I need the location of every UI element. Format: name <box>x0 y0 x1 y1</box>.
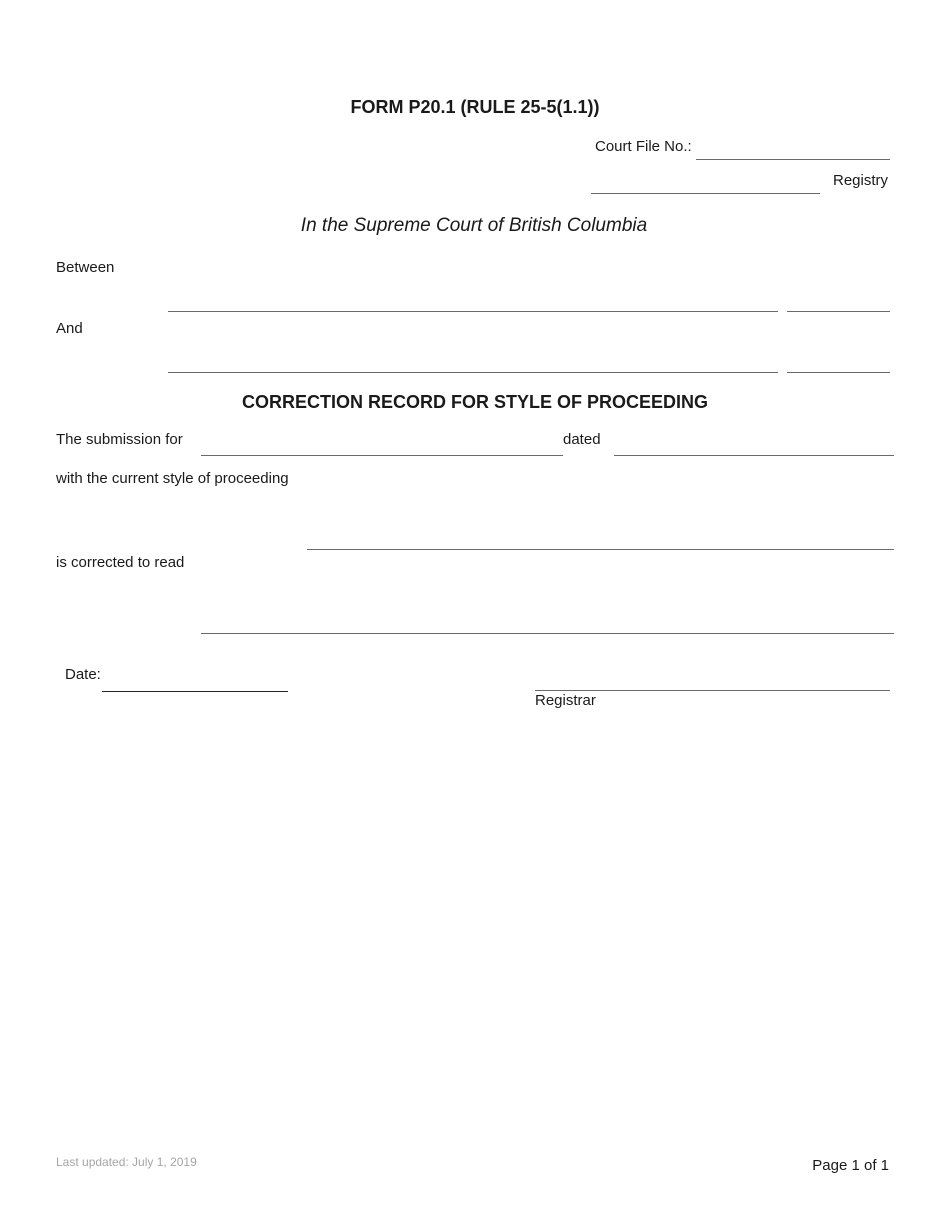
form-title: FORM P20.1 (RULE 25-5(1.1)) <box>350 97 600 117</box>
dated-label: dated <box>563 431 601 448</box>
party2-name-underline <box>168 372 778 373</box>
registry-input[interactable] <box>591 172 820 190</box>
court-file-underline <box>696 159 890 160</box>
party1-role-input[interactable] <box>787 291 890 309</box>
court-name: In the Supreme Court of British Columbia <box>300 215 648 236</box>
registrar-signature-line <box>535 690 890 691</box>
registry-label: Registry <box>833 172 889 189</box>
last-updated: Last updated: July 1, 2019 <box>56 1155 197 1169</box>
registrar-label: Registrar <box>535 692 596 709</box>
party2-role-input[interactable] <box>787 352 890 370</box>
submission-underline <box>201 455 563 456</box>
page-number: Page 1 of 1 <box>812 1157 889 1174</box>
registry-underline <box>591 193 820 194</box>
party1-name-underline <box>168 311 778 312</box>
court-file-input[interactable] <box>696 138 890 156</box>
corrected-label: is corrected to read <box>56 554 185 571</box>
corrected-input[interactable] <box>201 612 894 630</box>
current-style-underline <box>307 549 894 550</box>
and-label: And <box>56 320 83 337</box>
dated-underline <box>614 455 894 456</box>
between-label: Between <box>56 259 115 276</box>
submission-input[interactable] <box>201 434 563 452</box>
party1-name-input[interactable] <box>168 291 778 309</box>
corrected-underline <box>201 633 894 634</box>
date-label: Date: <box>65 666 101 683</box>
date-input[interactable] <box>102 671 288 689</box>
party1-role-underline <box>787 311 890 312</box>
party2-role-underline <box>787 372 890 373</box>
dated-input[interactable] <box>614 434 894 452</box>
court-file-label: Court File No.: <box>595 138 692 155</box>
submission-label: The submission for <box>56 431 183 448</box>
date-underline <box>102 691 288 692</box>
section-heading: CORRECTION RECORD FOR STYLE OF PROCEEDING <box>241 392 709 412</box>
current-style-input[interactable] <box>307 528 894 546</box>
current-style-label: with the current style of proceeding <box>56 470 289 487</box>
party2-name-input[interactable] <box>168 352 778 370</box>
